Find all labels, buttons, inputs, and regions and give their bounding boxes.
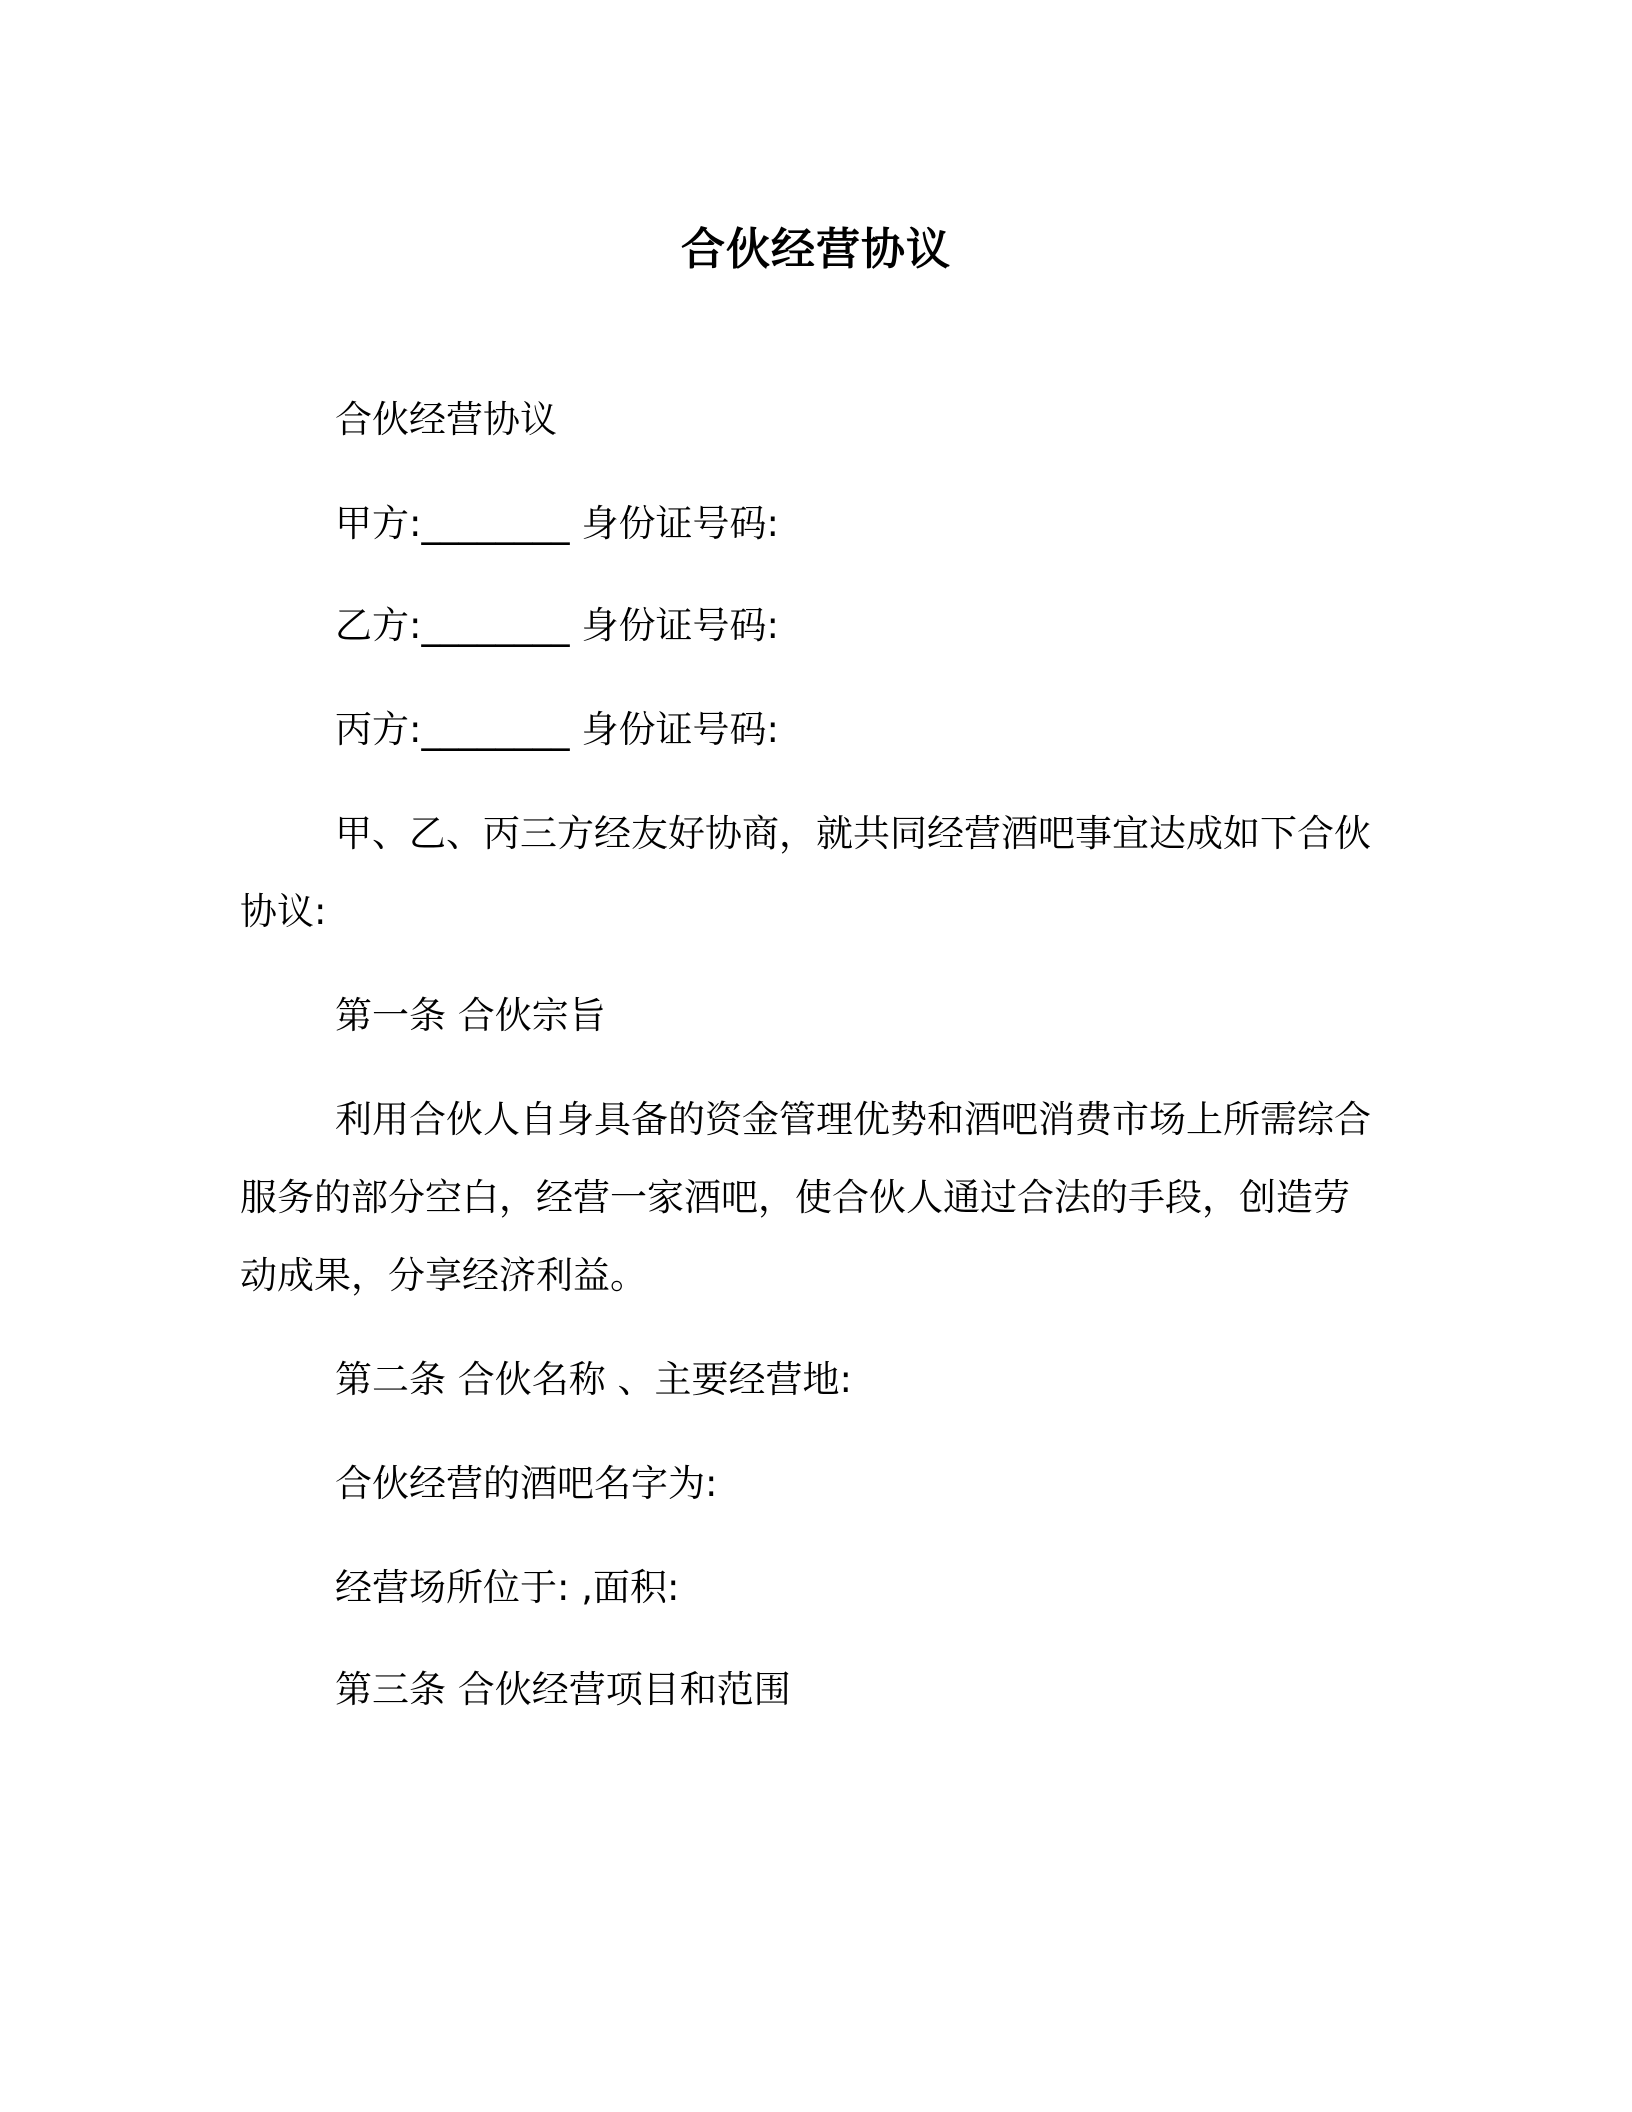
article-2-heading: 第二条 合伙名称 、主要经营地: bbox=[335, 1358, 852, 1401]
party-a-line bbox=[335, 500, 779, 548]
article-1-body-line-1: 利用合伙人自身具备的资金管理优势和酒吧消费市场上所需综合 bbox=[335, 1098, 1371, 1141]
party-a-blank: ________ bbox=[421, 502, 570, 545]
party-a-label: 甲方: bbox=[335, 502, 422, 545]
party-b-label: 乙方: bbox=[335, 604, 422, 647]
party-b-blank: ________ bbox=[421, 604, 570, 647]
article-1-body-line-2: 服务的部分空白，经营一家酒吧，使合伙人通过合法的手段，创造劳 bbox=[240, 1176, 1350, 1219]
article-2-location-line: 经营场所位于: ,面积: bbox=[335, 1566, 680, 1609]
party-c-blank: ________ bbox=[421, 708, 570, 751]
document-title: 合伙经营协议 bbox=[681, 224, 951, 275]
article-1-heading: 第一条 合伙宗旨 bbox=[335, 994, 606, 1037]
party-c-line bbox=[335, 706, 779, 754]
party-c-id-label: 身份证号码: bbox=[581, 708, 779, 751]
document-subtitle: 合伙经营协议 bbox=[335, 398, 557, 441]
article-2-name-line: 合伙经营的酒吧名字为: bbox=[335, 1462, 718, 1505]
party-a-id-label: 身份证号码: bbox=[581, 502, 779, 545]
party-b-id-label: 身份证号码: bbox=[581, 604, 779, 647]
party-c-label: 丙方: bbox=[335, 708, 422, 751]
intro-line-2: 协议: bbox=[240, 890, 327, 933]
party-b-line bbox=[335, 602, 779, 650]
intro-line-1: 甲、乙、丙三方经友好协商，就共同经营酒吧事宜达成如下合伙 bbox=[335, 812, 1371, 855]
article-3-heading: 第三条 合伙经营项目和范围 bbox=[335, 1668, 791, 1711]
article-1-body-line-3: 动成果，分享经济利益。 bbox=[240, 1254, 647, 1297]
